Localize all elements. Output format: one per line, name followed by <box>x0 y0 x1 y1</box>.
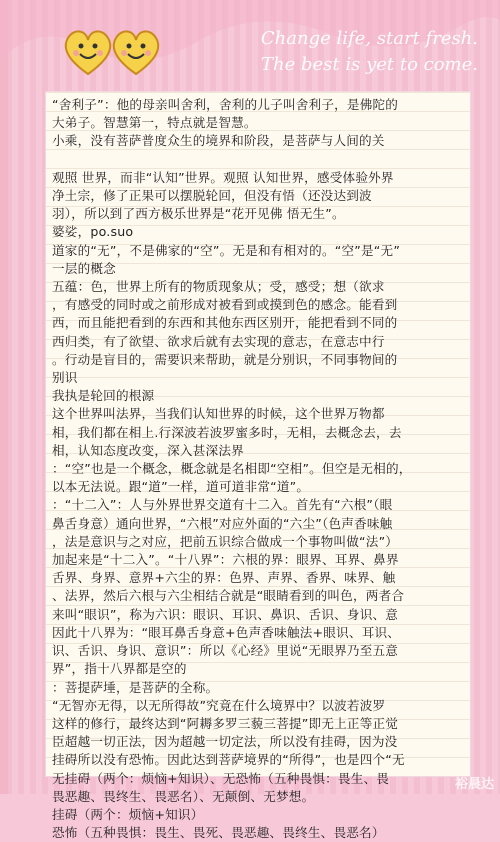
text-line: 挂碍所以没有恐怖。因此达到菩萨境界的“所得”，也是四个“无 <box>52 752 405 768</box>
text-line: 无挂碍（两个：烦恼+知识）、无恐怖（五种畏惧：畏生、畏 <box>52 770 390 786</box>
text-line: 、法界，然后六根与六尘相结合就是“眼睛看到的叫色，两者合 <box>52 588 405 604</box>
text-line <box>52 151 466 169</box>
text-line: 加起来是“十二入”。“十八界”：六根的界：眼界、耳界、鼻界 <box>52 552 399 568</box>
text-line: 畏恶趣、畏终生、畏恶名）、无颠倒、无梦想。 <box>52 788 315 804</box>
text-line: 五蕴：色，世界上所有的物质现象从；受，感受；想（欲求 <box>52 279 385 295</box>
text-line: 识、舌识、身识、意识”：所以《心经》里说“无眼界乃至五意 <box>52 643 399 659</box>
watermark: 裕晨达 <box>454 777 494 792</box>
text-line: 观照 世界，而非“认知”世界。观照 认知世界，感受体验外界 <box>52 169 394 185</box>
text-line: 界”，指十八界都是空的 <box>52 661 187 677</box>
text-line: ：“十二入”：人与外界世界交道有十二入。首先有“六根”（眼 <box>52 497 393 513</box>
slogan-line-1: Change life, start fresh. <box>260 28 478 49</box>
header-slogan <box>258 26 478 78</box>
heart-face-icon <box>114 31 158 74</box>
left-accent-strip <box>0 0 8 794</box>
text-line: 婆娑，po.suo <box>52 224 134 240</box>
heart-face-icon <box>66 31 110 74</box>
text-line: 舌界、身界、意界+六尘的界：色界、声界、香界、味界、触 <box>52 570 396 586</box>
text-line: 臣超越一切正法，因为超越一切定法，所以没有挂碍，因为没 <box>52 734 398 750</box>
text-line: ，法是意识与之对应，把前五识综合做成一个事物叫做“法”） <box>52 533 399 549</box>
text-line: 。行动是盲目的，需要识来帮助，就是分别识，不同事物间的 <box>52 351 398 367</box>
text-line: 净土宗，修了正果可以摆脱轮回，但没有悟（还没达到波 <box>52 188 372 204</box>
text-line: 羽），所以到了西方极乐世界是“花开见佛 悟无生”。 <box>52 206 345 222</box>
text-line: 恐怖（五种畏惧：畏生、畏死、畏恶趣、畏终生、畏恶名） <box>52 825 385 841</box>
text-line: 相，我们都在相上.行深波若波罗蜜多时，无相，去概念去，去 <box>52 424 402 440</box>
text-line: ：菩提萨埵，是菩萨的全称。 <box>52 679 219 695</box>
text-line: 道家的“无”，不是佛家的“空”。无是和有相对的。“空”是“无” <box>52 242 401 258</box>
smiling-hearts-sticker <box>58 22 168 82</box>
note-text <box>52 96 466 842</box>
text-line: 西归类，有了欲望、欲求后就有去实现的意志，在意志中行 <box>52 333 385 349</box>
lined-paper-panel <box>46 92 470 841</box>
text-line: 这个世界叫法界，当我们认知世界的时候，这个世界万物都 <box>52 406 385 422</box>
text-line: 这样的修行，最终达到“阿耨多罗三藐三菩提”即无上正等正觉 <box>52 715 399 731</box>
text-line: 别识 <box>52 370 78 386</box>
text-line: 一层的概念 <box>52 260 116 276</box>
text-line: 鼻舌身意）通向世界，“六根”对应外面的“六尘”（色声香味触 <box>52 515 393 531</box>
text-line: 来叫“眼识”，称为六识：眼识、耳识、鼻识、舌识、身识、意 <box>52 606 399 622</box>
text-line: 因此十八界为：“眼耳鼻舌身意+色声香味触法+眼识、耳识、 <box>52 624 401 640</box>
text-line: “无智亦无得，以无所得故”究竟在什么境界中？以波若波罗 <box>52 697 386 713</box>
text-line: 大弟子。智慧第一，特点就是智慧。 <box>52 115 257 131</box>
text-line: 西，而且能把看到的东西和其他东西区别开，能把看到不同的 <box>52 315 398 331</box>
text-line: ：“空”也是一个概念，概念就是名相即“空相”。但空是无相的， <box>52 461 412 477</box>
text-line: 相，认知态度改变，深入甚深法界 <box>52 442 244 458</box>
slogan-line-2: The best is yet to come. <box>261 54 478 75</box>
text-line: 以本无法说。跟“道”一样，道可道非常“道”。 <box>52 479 310 495</box>
text-line: “舍利子”：他的母亲叫舍利，舍利的儿子叫舍利子，是佛陀的 <box>52 97 399 112</box>
text-line: 我执是轮回的根源 <box>52 388 155 404</box>
text-line: 挂碍（两个：烦恼+知识） <box>52 806 204 822</box>
text-line: ，有感受的同时或之前形成对被看到或摸到色的感念。能看到 <box>52 297 398 313</box>
text-line: 小乘，没有菩萨普度众生的境界和阶段，是菩萨与人间的关 <box>52 133 385 149</box>
